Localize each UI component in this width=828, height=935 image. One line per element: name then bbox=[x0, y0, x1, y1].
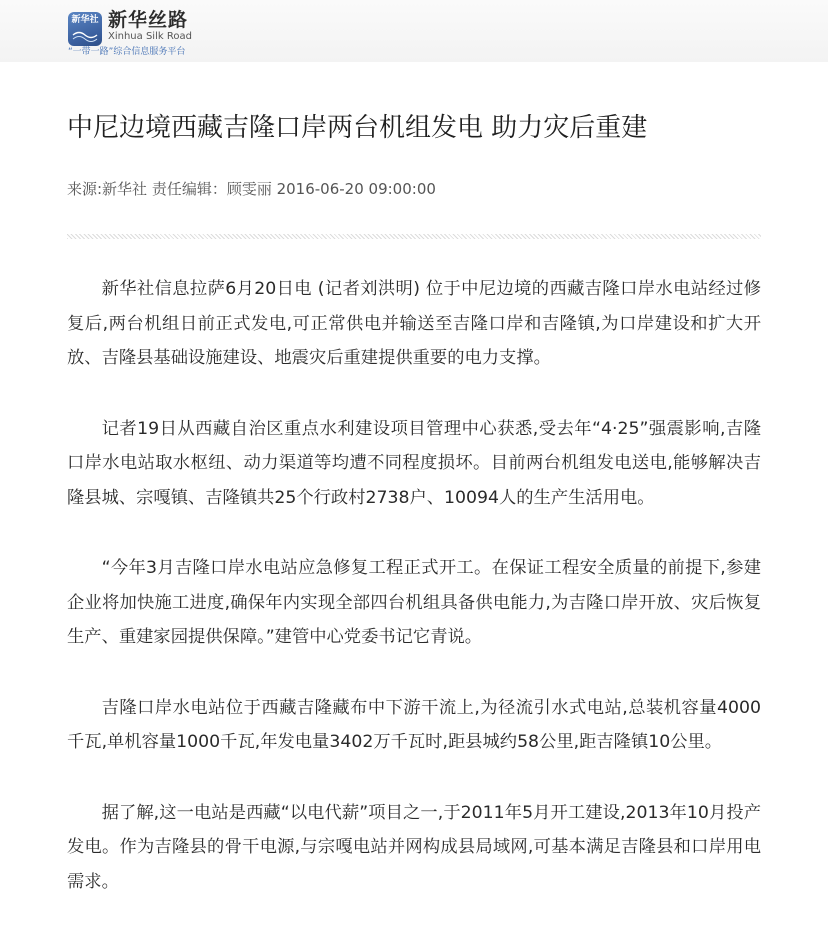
article-paragraph: 据了解,这一电站是西藏“以电代薪”项目之一,于2011年5月开工建设,2013年10月投产发电。作为吉隆县的骨干电源,与宗嘎电站并网构成县局域网,可基本满足吉隆县和口岸用电需求。 bbox=[67, 802, 761, 892]
logo-badge-text: 新华社 bbox=[71, 15, 99, 25]
site-header bbox=[0, 0, 828, 62]
article-paragraph: 记者19日从西藏自治区重点水利建设项目管理中心获悉,受去年“4·25”强震影响,吉隆口岸水电站取水枢纽、动力渠道等均遭不同程度损坏。目前两台机组发电送电,能够解决吉隆县城、宗嘎镇、吉隆镇共25个行政村2738户、10094人的生产生活用电。 bbox=[67, 418, 761, 508]
article-paragraph: “今年3月吉隆口岸水电站应急修复工程正式开工。在保证工程安全质量的前提下,参建企业将加快施工进度,确保年内实现全部四台机组具备供电能力,为吉隆口岸开放、灾后恢复生产、重建家园提供保障。”建管中心党委书记它青说。 bbox=[67, 558, 761, 647]
site-name-english: Xinhua Silk Road bbox=[108, 31, 192, 42]
article-meta: 来源:新华社 责任编辑：顾雯丽 2016-06-20 09:00:00 bbox=[67, 180, 436, 198]
divider bbox=[67, 234, 761, 239]
article-title: 中尼边境西藏吉隆口岸两台机组发电 助力灾后重建 bbox=[67, 113, 648, 143]
xinhua-logo-icon[interactable] bbox=[68, 12, 102, 46]
article-body bbox=[67, 272, 761, 935]
wave-icon bbox=[72, 29, 98, 43]
article-paragraph: 吉隆口岸水电站位于西藏吉隆藏布中下游干流上,为径流引水式电站,总装机容量4000千瓦,单机容量1000千瓦,年发电量3402万千瓦时,距县城约58公里,距吉隆镇10公里。 bbox=[67, 697, 761, 752]
site-tagline: “一带一路”综合信息服务平台 bbox=[68, 47, 186, 57]
site-name[interactable]: 新华丝路 bbox=[108, 9, 189, 31]
article-paragraph: 新华社信息拉萨6月20日电 (记者刘洪明) 位于中尼边境的西藏吉隆口岸水电站经过修复后,两台机组日前正式发电,可正常供电并输送至吉隆口岸和吉隆镇,为口岸建设和扩大开放、吉隆县基础设施建设、地震灾后重建提供重要的电力支撑。 bbox=[67, 279, 761, 368]
